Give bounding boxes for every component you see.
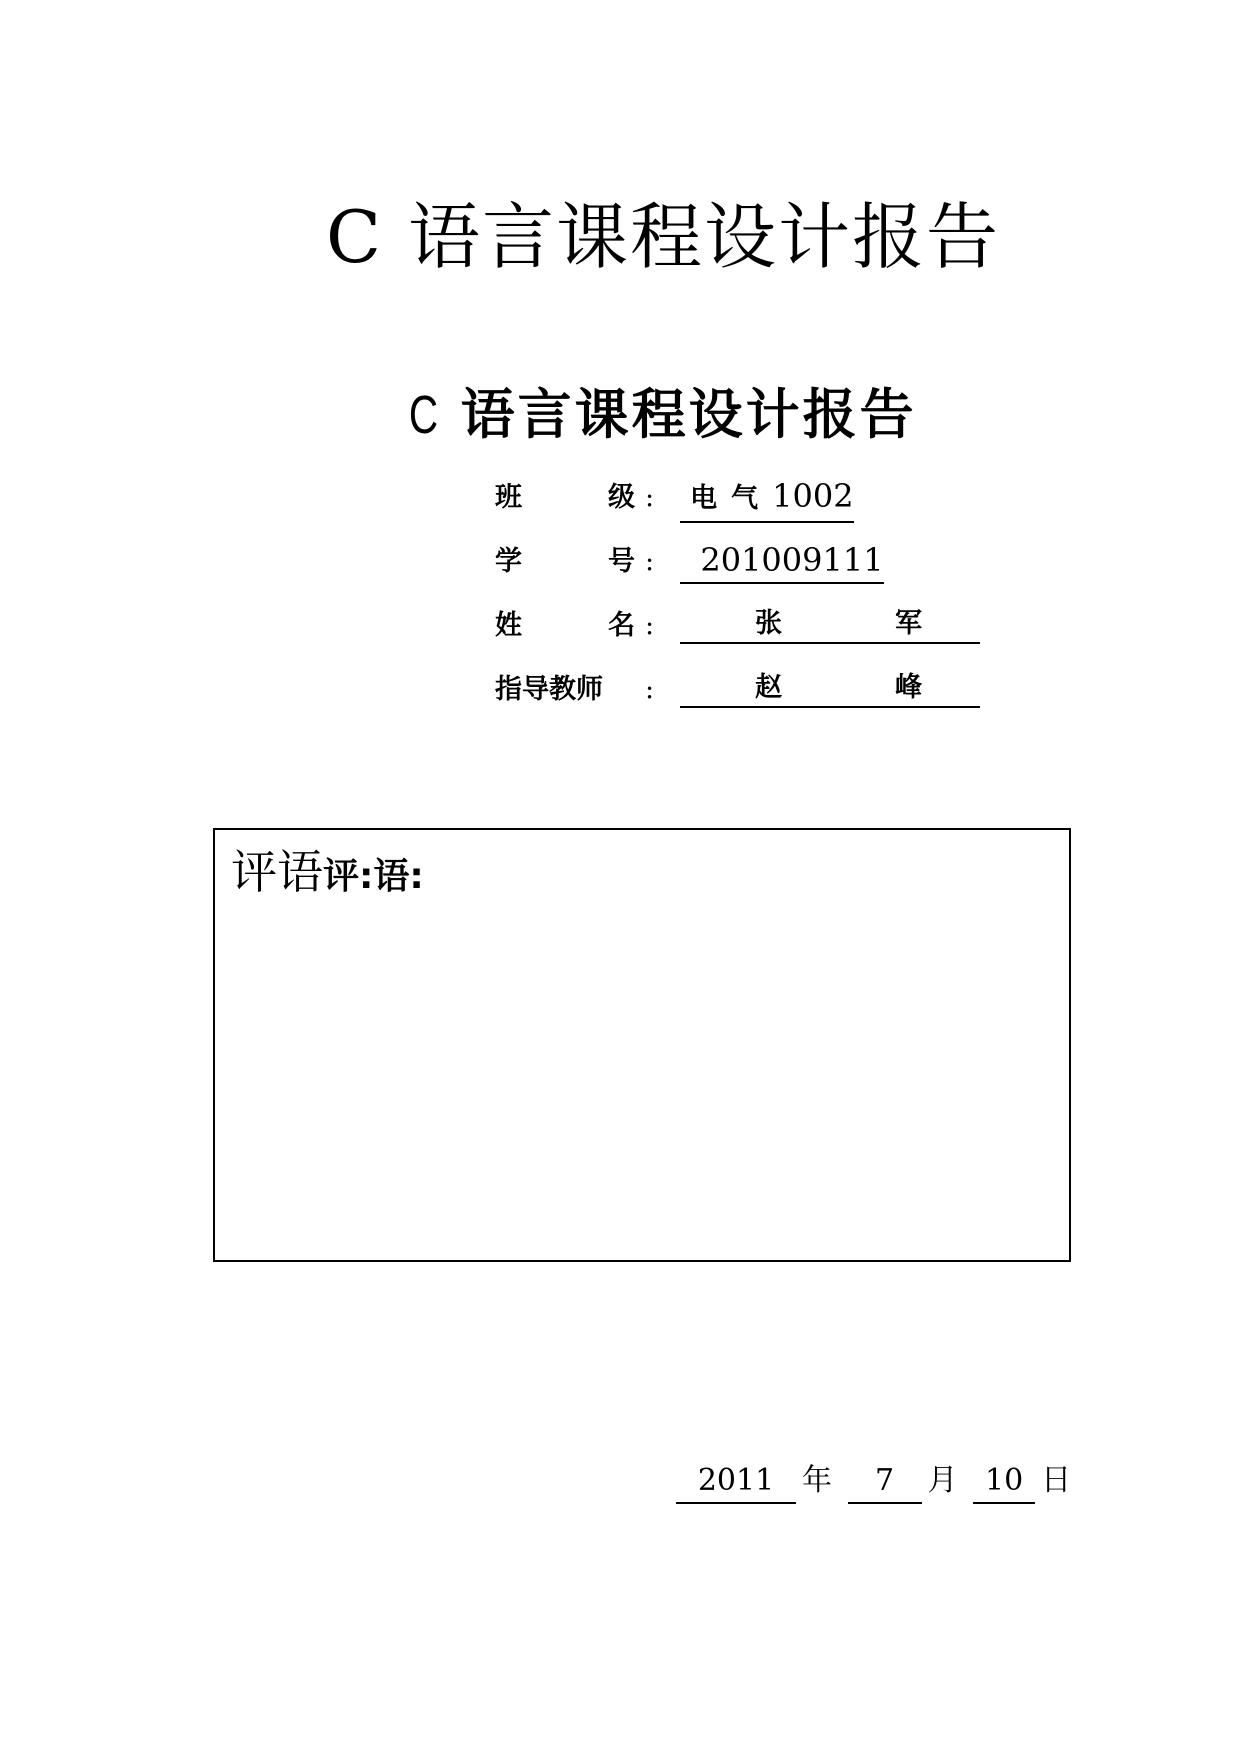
comment-label-bold: 评:语: — [323, 856, 424, 897]
name-label-b: 名 — [608, 610, 635, 641]
name-label-a: 姓 — [495, 610, 522, 641]
advisor-label: 指导教师 — [495, 674, 603, 705]
name-label — [495, 606, 635, 646]
advisor-value-a: 赵 — [755, 672, 782, 703]
report-subtitle — [0, 380, 1241, 450]
advisor-value-b: 峰 — [895, 672, 922, 703]
subtitle-c: C — [409, 385, 439, 445]
class-label-a: 班 — [495, 482, 522, 513]
date-day-unit: 日 — [1041, 1463, 1072, 1498]
class-value-num: 1002 — [772, 477, 854, 515]
name-value — [680, 604, 980, 644]
student-id-text: 201009111 — [700, 541, 884, 579]
name-colon: : — [645, 610, 655, 641]
student-id-underline — [680, 540, 884, 584]
advisor-value — [680, 668, 980, 708]
student-id-label-a: 学 — [495, 546, 522, 577]
comment-label — [231, 842, 424, 907]
name-value-a: 张 — [755, 608, 782, 639]
student-id-colon: : — [645, 546, 655, 577]
class-colon: : — [645, 482, 655, 513]
student-id-value — [680, 540, 980, 584]
date-line — [676, 1460, 1077, 1504]
comment-box — [213, 828, 1071, 1262]
date-day: 10 — [973, 1460, 1035, 1504]
class-label — [495, 478, 635, 518]
comment-label-plain: 评语 — [231, 845, 323, 899]
info-fields — [495, 470, 995, 726]
date-month: 7 — [848, 1460, 922, 1504]
class-value — [680, 476, 980, 523]
subtitle-rest: 语言课程设计报告 — [460, 383, 917, 446]
date-year: 2011 — [676, 1460, 796, 1504]
student-id-label-b: 号 — [608, 546, 635, 577]
class-value-cn: 电气 — [690, 483, 773, 514]
name-value-b: 军 — [895, 608, 922, 639]
advisor-colon: : — [645, 674, 655, 705]
student-id-label — [495, 542, 635, 582]
date-month-unit: 月 — [927, 1463, 958, 1498]
report-title: C 语言课程设计报告 — [326, 195, 1000, 279]
name-row — [495, 598, 995, 662]
class-label-b: 级 — [608, 482, 635, 513]
advisor-row — [495, 662, 995, 726]
student-id-row — [495, 534, 995, 598]
class-row — [495, 470, 995, 534]
class-value-underline — [680, 476, 854, 523]
date-year-unit: 年 — [802, 1463, 832, 1498]
